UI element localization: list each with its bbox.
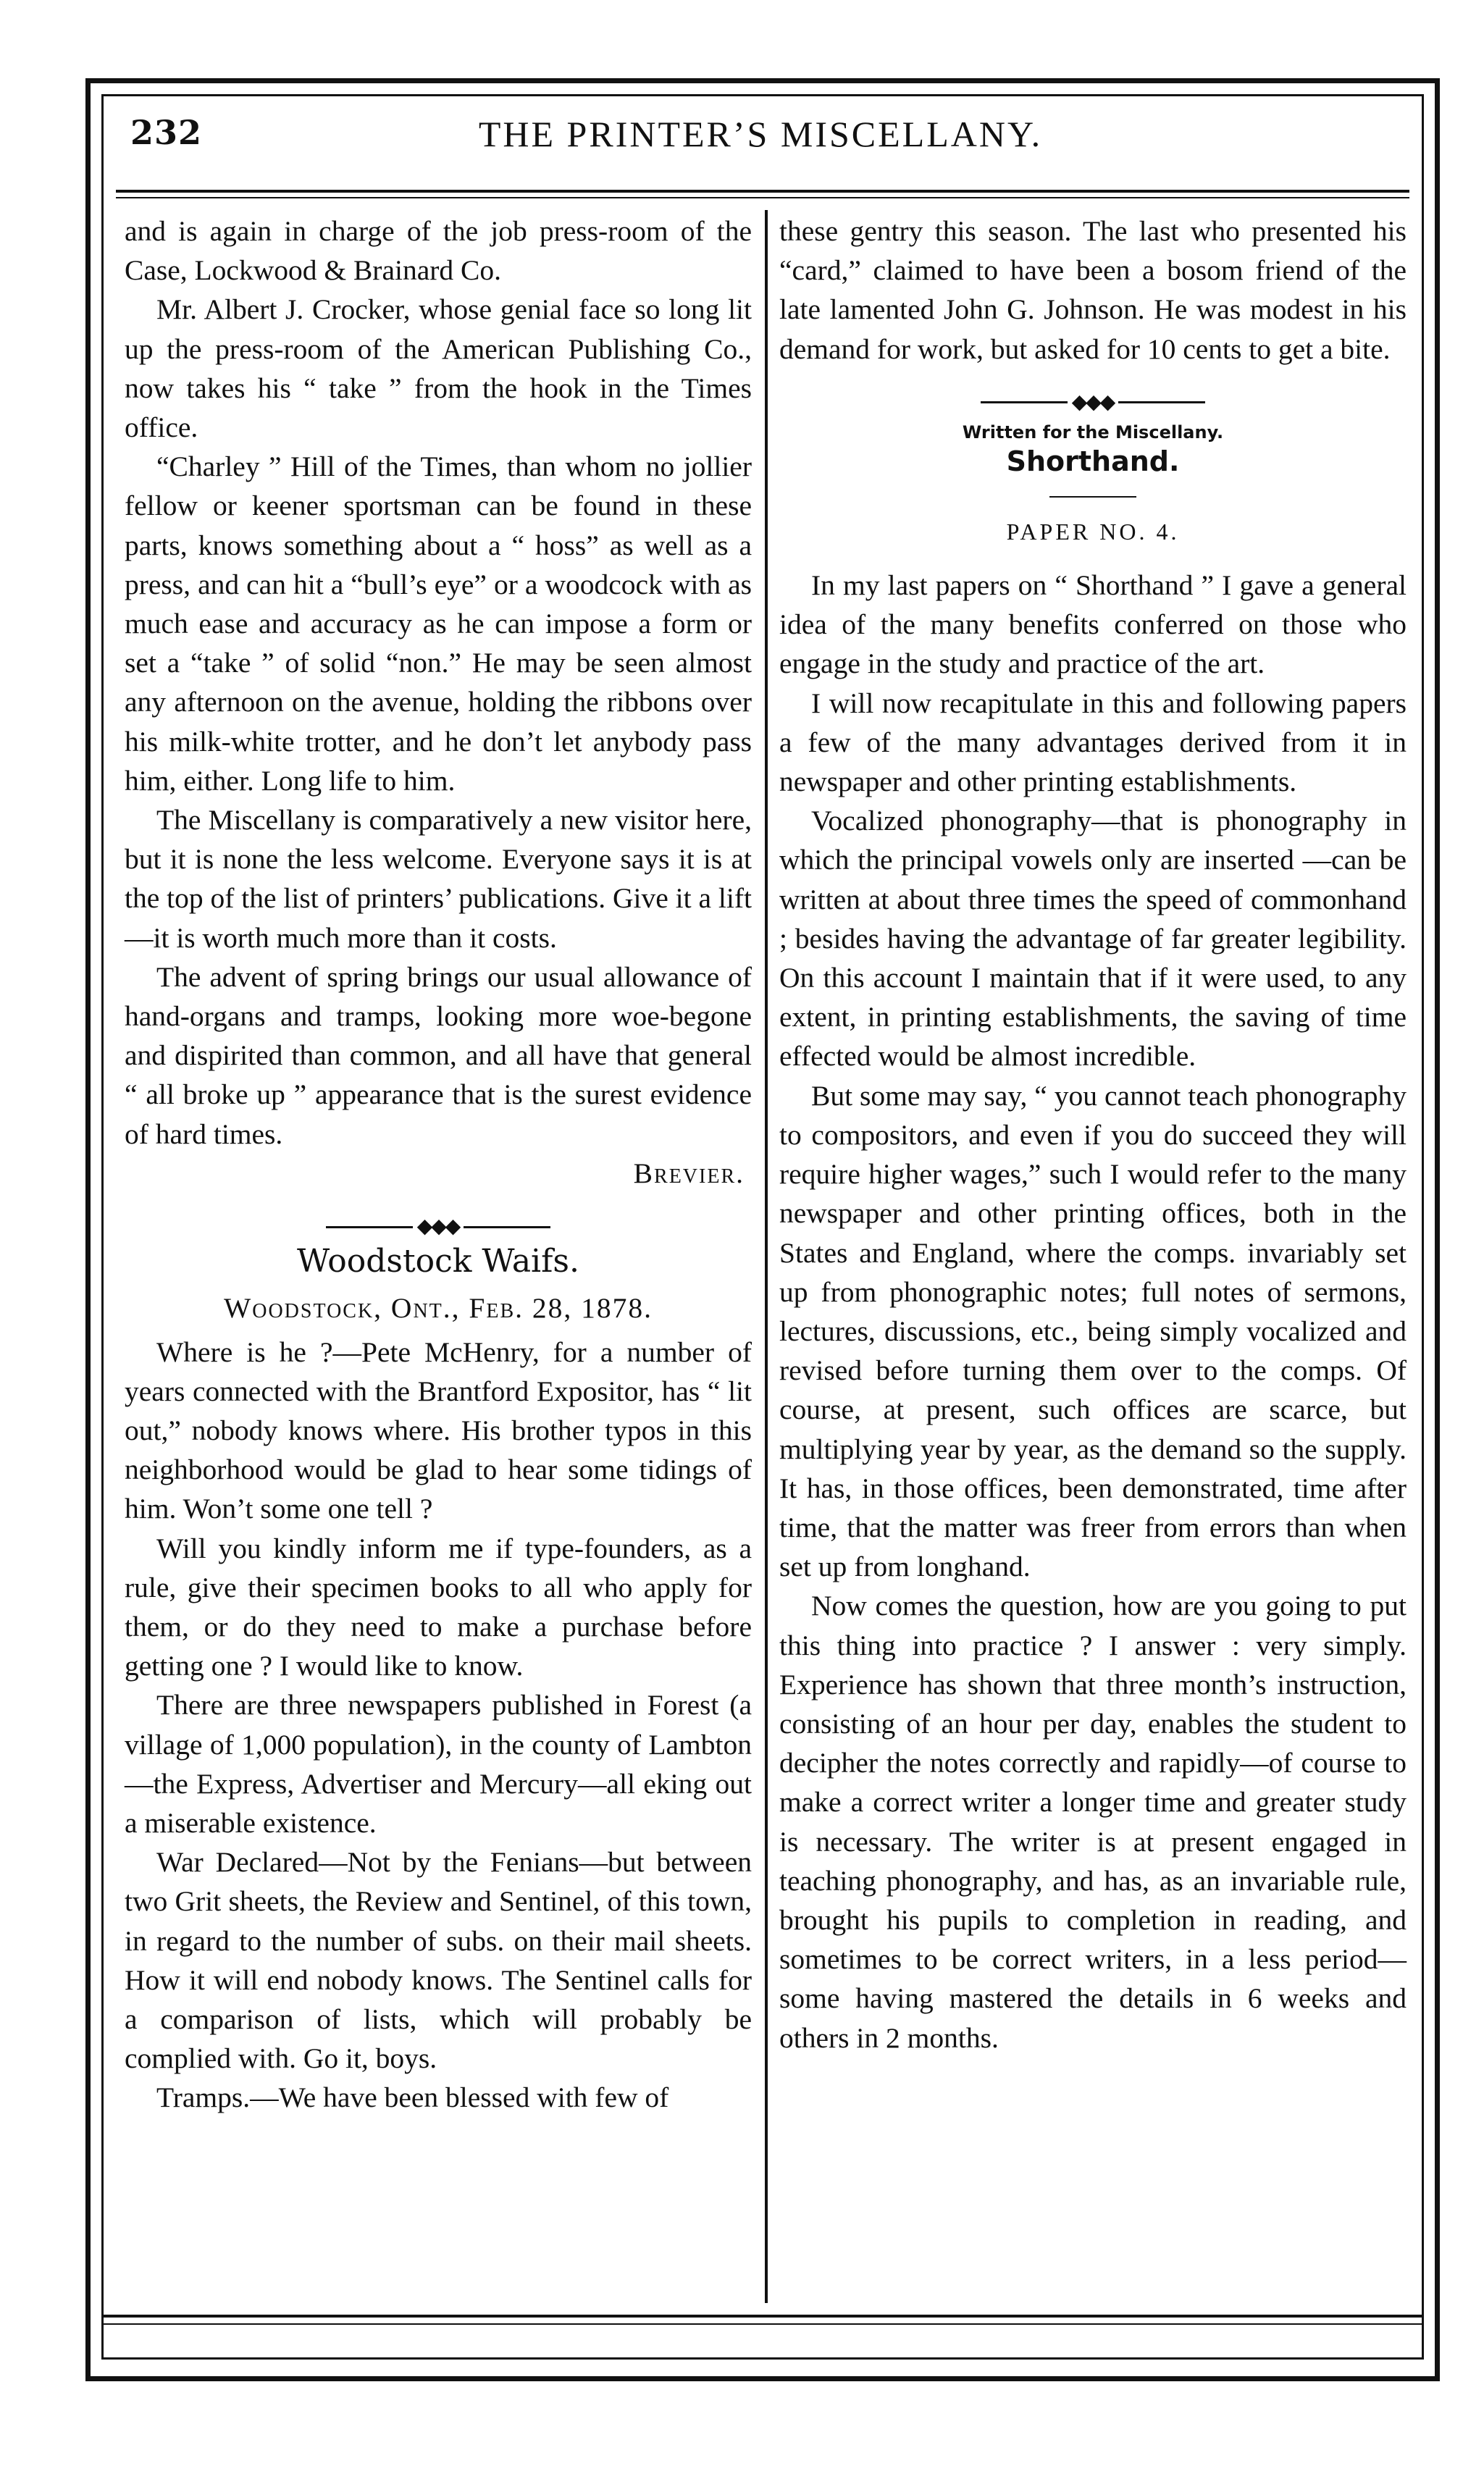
right-column	[779, 211, 1407, 2058]
written-for-note: Written for the Miscellany.	[962, 422, 1224, 443]
paragraph: The Miscellany is comparatively a new visitor here, but it is none the less welcome. Everyone says it is at the top of the list of printers’ publications. Give it a lift—it is worth much more than it costs.	[125, 804, 752, 954]
paragraph: Will you kindly inform me if type-founders, as a rule, give their specimen books to all who apply for them, or do they need to make a purchase before getting one ? I would like to know.	[125, 1532, 752, 1682]
paragraph: “Charley ” Hill of the Times, than whom no jollier fellow or keener sportsman can be found in these parts, knows something about a “ hoss” as well as a press, and can hit a “bull’s eye” or a woodcock with as much ease and accuracy as he can impose a form or set a “take ” of solid “non.” He may be seen almost any afternoon on the avenue, holding the ribbons over his milk-white trotter, and he don’t let anybody pass him, either. Long life to him.	[125, 450, 752, 797]
header-rule-thin	[116, 197, 1409, 198]
column-divider	[765, 210, 768, 2303]
page-title: THE PRINTER’S MISCELLANY.	[478, 114, 1043, 154]
left-column	[125, 211, 752, 2118]
dateline: Woodstock, Ont., Feb. 28, 1878.	[223, 1292, 653, 1325]
footer-rule	[101, 2315, 1424, 2318]
paragraph: Vocalized phonography—that is phonography in which the principal vowels only are inserted —can be written at about three times the speed of commonhand ; besides having the advantage of far greater legibility. On this account I maintain that if it were used, to any extent, in printing establishments, the saving of time effected would be almost incredible.	[779, 805, 1407, 1073]
paragraph: Mr. Albert J. Crocker, whose genial face so long lit up the press-room of the American Publishing Co., now takes his “ take ” from the hook in the Times office.	[125, 293, 752, 444]
page-header	[130, 109, 1391, 174]
ornament-divider: ◆◆◆	[125, 1215, 752, 1238]
paragraph: and is again in charge of the job press-room of the Case, Lockwood & Brainard Co.	[125, 215, 752, 287]
paragraph: There are three newspapers published in Forest (a village of 1,000 population), in the county of Lambton—the Express, Advertiser and Mercury—all eking out a miserable existence.	[125, 1689, 752, 1839]
paragraph: But some may say, “ you cannot teach phonography to compositors, and even if you do succeed they will require higher wages,” such I would refer to the many newspaper and other printing offices, both in the States and England, where the comps. invariably set up from phonographic notes; full notes of sermons, lectures, discussions, etc., being simply vocalized and revised before turning them over to the comps. Of course, at present, such offices are scarce, but multiplying year by year, as the demand so the supply. It has, in those offices, been demonstrated, time after time, that the matter was freer from errors than when set up from longhand.	[779, 1079, 1407, 1583]
header-rule	[116, 190, 1409, 193]
ornament-divider: ◆◆◆	[779, 390, 1407, 414]
paragraph: I will now recapitulate in this and following papers a few of the many advantages derived from it in newspaper and other printing establishments.	[779, 687, 1407, 798]
short-rule	[1049, 496, 1136, 498]
paragraph: War Declared—Not by the Fenians—but between two Grit sheets, the Review and Sentinel, of this town, in regard to the number of subs. on their mail sheets. How it will end nobody knows. The Sentinel calls for a comparison of lists, which will probably be complied with. Go it, boys.	[125, 1846, 752, 2075]
paragraph: these gentry this season. The last who presented his “card,” claimed to have been a bosom friend of the late lamented John G. Johnson. He was modest in his demand for work, but asked for 10 cents to get a bite.	[779, 215, 1407, 365]
paragraph: Now comes the question, how are you going to put this thing into practice ? I answer : very simply. Experience has shown that three month’s instruction, consisting of an hour per day, enables the student to decipher the notes correctly and rapidly—of course to make a correct writer a longer time and greater study is necessary. The writer is at present engaged in teaching phonography, and has, as an invariable rule, brought his pupils to completion in reading, and sometimes to be correct writers, in a less period—some having mastered the details in 6 weeks and others in 2 months.	[779, 1590, 1407, 2054]
paragraph: Tramps.—We have been blessed with few of	[156, 2081, 669, 2114]
paragraph: Where is he ?—Pete McHenry, for a number of years connected with the Brantford Expositor, has “ lit out,” nobody knows where. His brother typos in this neighborhood would be glad to hear some tidings of him. Won’t some one tell ?	[125, 1335, 752, 1525]
paragraph: The advent of spring brings our usual allowance of hand-organs and tramps, looking more woe-begone and dispirited than common, and all have that general “ all broke up ” appearance that is the surest evidence of hard times.	[125, 960, 752, 1150]
page-number: 232	[130, 113, 203, 152]
paragraph: In my last papers on “ Shorthand ” I gave a general idea of the many benefits conferred on those who engage in the study and practice of the art.	[779, 569, 1407, 680]
section-title: Shorthand.	[1006, 445, 1180, 477]
section-title: Woodstock Waifs.	[297, 1243, 579, 1280]
footer-rule-thin	[101, 2323, 1424, 2325]
paper-number: PAPER NO. 4.	[1006, 518, 1180, 545]
author-signature: Brevier.	[633, 1157, 745, 1189]
